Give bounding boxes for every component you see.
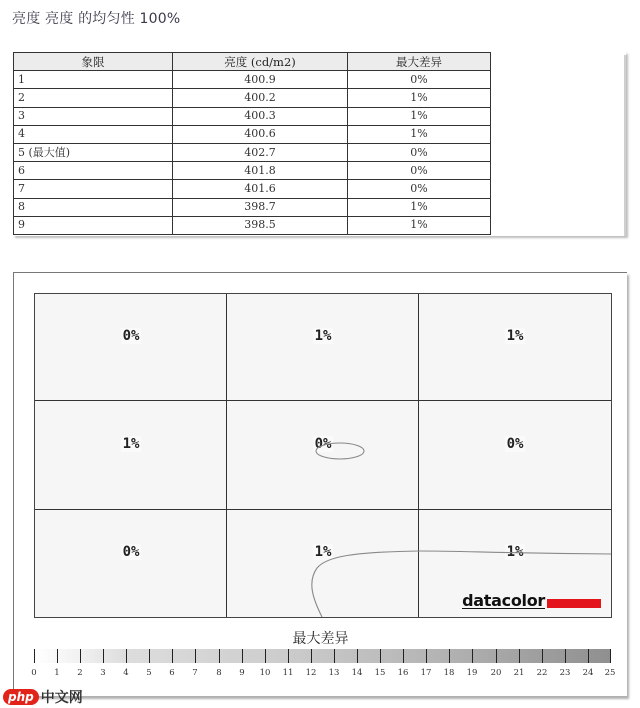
max-diff-cell: 1% [348,125,491,143]
luminance-cell: 402.7 [173,143,348,161]
quadrant-cell: 3 [14,107,173,125]
luminance-cell: 401.8 [173,162,348,180]
scale-tick-label: 10 [259,668,271,678]
color-scale-bar [34,649,611,663]
watermark-logo [3,687,83,707]
scale-tick [610,649,611,663]
uniformity-chart-panel [13,272,627,696]
scale-tick-label: 14 [351,668,363,678]
scale-tick-label: 8 [216,668,222,678]
cell-value: 1% [506,327,524,344]
scale-tick-label: 18 [443,668,455,678]
scale-tick-label: 6 [169,668,175,678]
contour-lines [35,294,611,617]
cell-value: 1% [122,435,140,452]
scale-tick-label: 3 [100,668,106,678]
max-diff-cell: 1% [348,107,491,125]
luminance-table-card [13,52,626,236]
scale-tick [80,649,81,663]
quadrant-cell: 6 [14,162,173,180]
luminance-cell: 398.5 [173,216,348,234]
cell-value: 0% [506,435,524,452]
scale-tick-label: 1 [54,668,60,678]
table-row [14,143,491,161]
scale-tick-label: 16 [397,668,409,678]
max-diff-cell: 0% [348,143,491,161]
quadrant-cell: 9 [14,216,173,234]
table-row [14,180,491,198]
scale-tick [288,649,289,663]
scale-tick [172,649,173,663]
quadrant-cell: 5 (最大值) [14,143,173,161]
max-diff-cell: 0% [348,180,491,198]
cell-value: 0% [122,543,140,560]
header-quadrant: 象限 [14,53,173,71]
scale-tick [357,649,358,663]
scale-title: 最大差异 [292,631,349,647]
cell-value: 1% [314,327,332,344]
scale-tick [103,649,104,663]
luminance-cell: 400.9 [173,71,348,89]
cell-value: 1% [506,543,524,560]
cell-value: 0% [314,435,332,452]
luminance-cell: 400.2 [173,89,348,107]
scale-tick-label: 25 [604,668,616,678]
php-badge: php [3,689,39,705]
max-diff-cell: 0% [348,71,491,89]
scale-tick-label: 23 [559,668,571,678]
scale-tick [426,649,427,663]
table-row [14,198,491,216]
datacolor-logo [462,593,601,609]
table-row [14,125,491,143]
cell-value: 0% [122,327,140,344]
quadrant-cell: 4 [14,125,173,143]
quadrant-cell: 8 [14,198,173,216]
scale-tick [472,649,473,663]
table-row [14,216,491,234]
luminance-cell: 398.7 [173,198,348,216]
scale-tick-label: 2 [77,668,83,678]
scale-tick-label: 20 [490,668,502,678]
scale-tick [519,649,520,663]
table-header-row [14,53,491,71]
scale-tick [57,649,58,663]
scale-tick-label: 21 [513,668,525,678]
quadrant-cell: 2 [14,89,173,107]
scale-tick-label: 7 [192,668,198,678]
scale-tick [149,649,150,663]
scale-tick [449,649,450,663]
scale-tick [542,649,543,663]
card-edge [624,55,626,236]
quadrant-cell: 7 [14,180,173,198]
quadrant-cell: 1 [14,71,173,89]
scale-tick-label: 4 [123,668,129,678]
scale-tick [588,649,589,663]
max-diff-cell: 1% [348,89,491,107]
scale-tick-label: 15 [374,668,386,678]
scale-tick-label: 13 [328,668,340,678]
max-diff-cell: 1% [348,216,491,234]
scale-tick [265,649,266,663]
scale-tick [334,649,335,663]
luminance-cell: 400.3 [173,107,348,125]
luminance-cell: 401.6 [173,180,348,198]
scale-tick-label: 24 [582,668,594,678]
scale-tick-label: 17 [420,668,432,678]
scale-tick [242,649,243,663]
scale-tick-label: 5 [146,668,152,678]
cell-value: 1% [314,543,332,560]
scale-tick [311,649,312,663]
scale-tick-label: 9 [239,668,245,678]
scale-tick-label: 12 [305,668,317,678]
max-diff-cell: 0% [348,162,491,180]
brand-wordmark: datacolor [462,591,545,610]
table-row [14,107,491,125]
scale-tick [496,649,497,663]
header-max-diff: 最大差异 [348,53,491,71]
scale-tick [126,649,127,663]
scale-tick [195,649,196,663]
brand-red-bar [547,599,601,608]
scale-tick [380,649,381,663]
scale-tick-label: 22 [536,668,548,678]
watermark-text: 中文网 [40,690,83,706]
scale-tick-label: 11 [282,668,294,678]
table-row [14,89,491,107]
scale-tick-label: 0 [31,668,37,678]
scale-tick-label: 19 [466,668,478,678]
table-row [14,162,491,180]
table-row [14,71,491,89]
page-title: 亮度 亮度 的均匀性 100% [12,11,181,27]
header-luminance: 亮度 (cd/m2) [173,53,348,71]
uniformity-grid [34,293,612,618]
scale-tick [34,649,35,663]
scale-tick [403,649,404,663]
max-diff-cell: 1% [348,198,491,216]
luminance-table [13,52,491,235]
scale-tick [219,649,220,663]
scale-tick [565,649,566,663]
luminance-cell: 400.6 [173,125,348,143]
